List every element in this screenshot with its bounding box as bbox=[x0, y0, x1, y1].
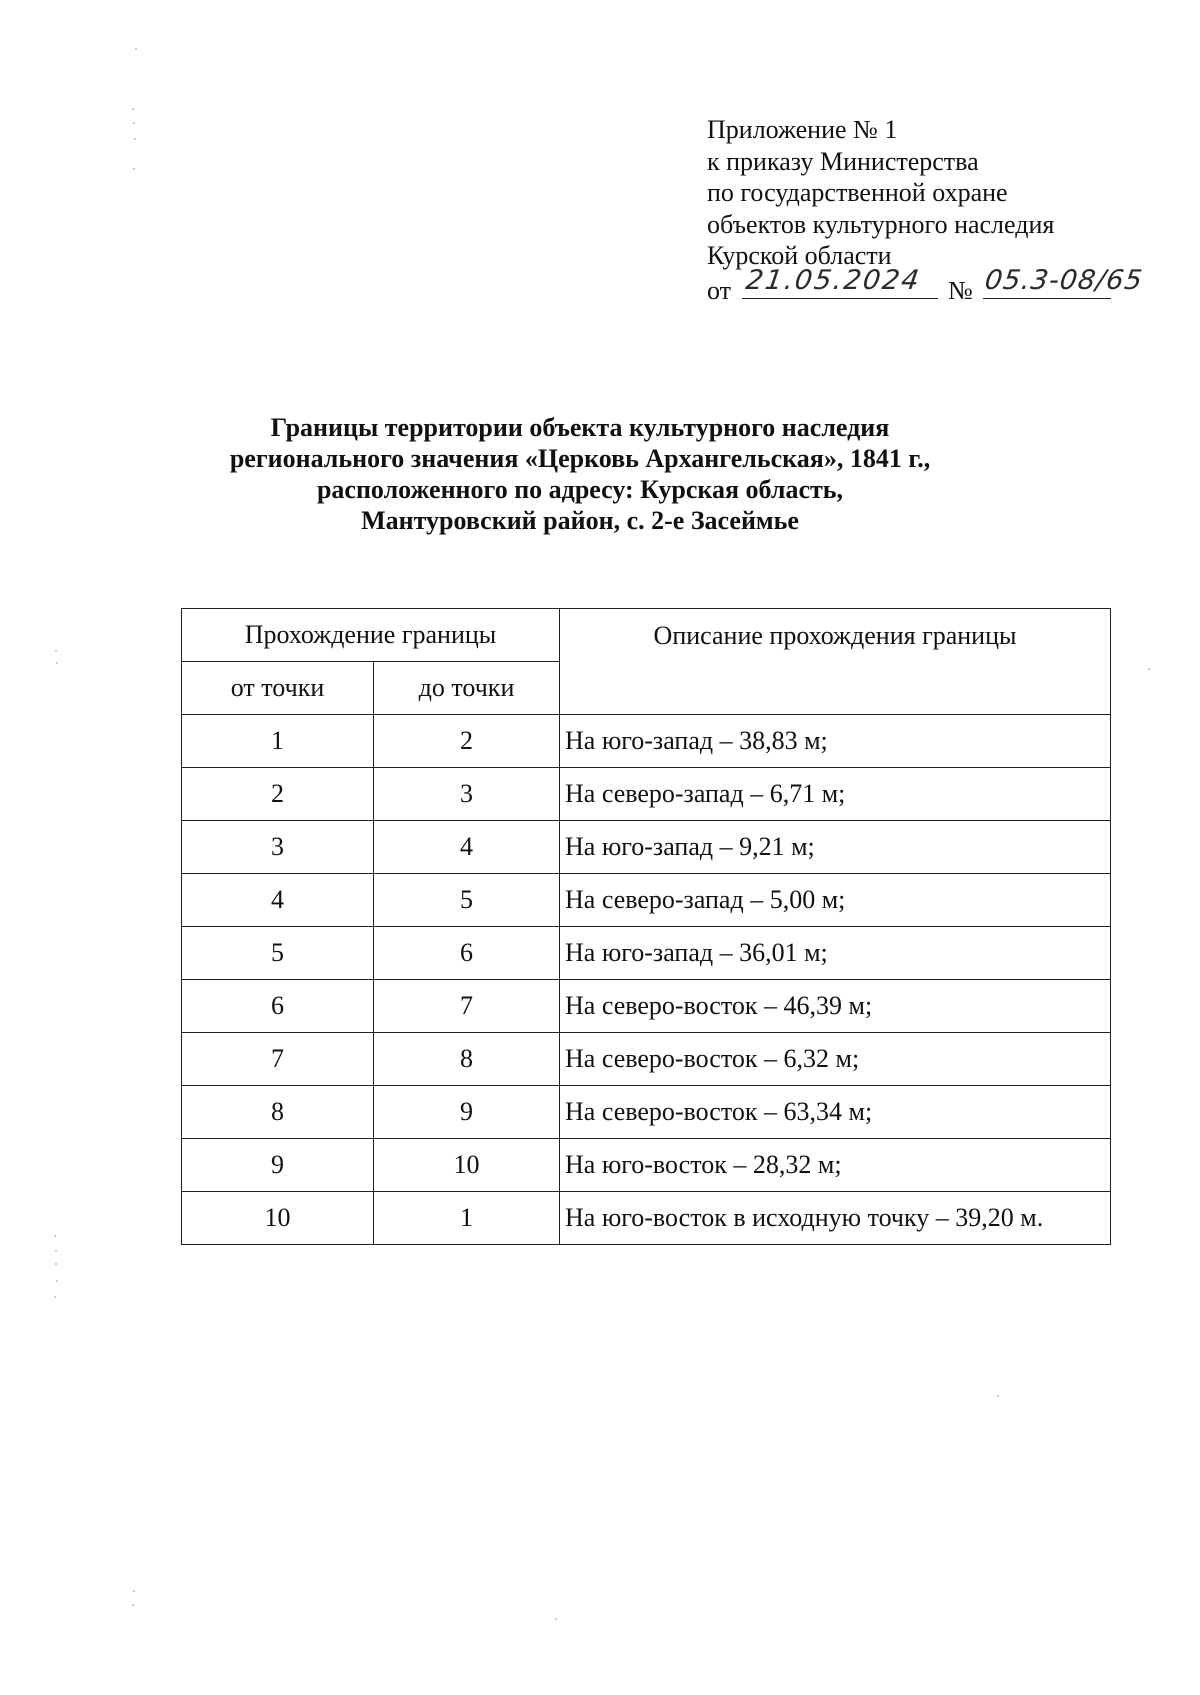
header-from-point: от точки bbox=[182, 662, 374, 715]
appendix-line: объектов культурного наследия bbox=[707, 209, 1055, 239]
to-point-cell: 10 bbox=[374, 1139, 560, 1192]
from-point-cell: 10 bbox=[182, 1192, 374, 1245]
description-cell: На северо-восток – 6,32 м; bbox=[560, 1033, 1111, 1086]
order-date-number-line bbox=[707, 265, 1146, 307]
table-row bbox=[182, 768, 1111, 821]
appendix-header bbox=[707, 114, 1146, 306]
scan-speck bbox=[56, 1280, 58, 1282]
scan-speck bbox=[134, 138, 136, 140]
scan-speck bbox=[997, 1395, 999, 1397]
from-point-cell: 4 bbox=[182, 874, 374, 927]
number-label: № bbox=[948, 275, 973, 305]
to-point-cell: 6 bbox=[374, 927, 560, 980]
scan-speck bbox=[133, 1590, 135, 1592]
to-point-cell: 2 bbox=[374, 715, 560, 768]
scan-speck bbox=[55, 1263, 57, 1265]
description-cell: На северо-запад – 6,71 м; bbox=[560, 768, 1111, 821]
appendix-line: Курской области bbox=[707, 241, 892, 270]
description-cell: На юго-запад – 38,83 м; bbox=[560, 715, 1111, 768]
from-point-cell: 8 bbox=[182, 1086, 374, 1139]
scan-speck bbox=[54, 1296, 56, 1298]
from-point-cell: 9 bbox=[182, 1139, 374, 1192]
from-point-cell: 6 bbox=[182, 980, 374, 1033]
header-boundary-passage: Прохождение границы bbox=[182, 609, 560, 662]
from-point-cell: 5 bbox=[182, 927, 374, 980]
to-point-cell: 5 bbox=[374, 874, 560, 927]
description-cell: На юго-запад – 9,21 м; bbox=[560, 821, 1111, 874]
description-cell: На юго-восток – 28,32 м; bbox=[560, 1139, 1111, 1192]
appendix-line: по государственной охране bbox=[707, 178, 1008, 207]
table-row bbox=[182, 1139, 1111, 1192]
to-point-cell: 1 bbox=[374, 1192, 560, 1245]
to-point-cell: 7 bbox=[374, 980, 560, 1033]
scan-speck bbox=[133, 122, 135, 124]
header-description: Описание прохождения границы bbox=[560, 609, 1111, 715]
from-point-cell: 7 bbox=[182, 1033, 374, 1086]
from-label: от bbox=[707, 275, 732, 305]
scan-speck bbox=[55, 1250, 57, 1252]
scan-speck bbox=[132, 1604, 134, 1606]
title-line: Мантуровский район, с. 2-е Засеймье bbox=[361, 506, 799, 535]
title-line: расположенного по адресу: Курская область, bbox=[316, 475, 844, 504]
appendix-line: к приказу Министерства bbox=[707, 146, 979, 176]
title-line: Границы территории объекта культурного наследия bbox=[270, 413, 890, 442]
description-cell: На северо-запад – 5,00 м; bbox=[560, 874, 1111, 927]
scan-speck bbox=[135, 48, 137, 50]
table-row bbox=[182, 927, 1111, 980]
scan-speck bbox=[54, 1235, 56, 1237]
scan-speck bbox=[132, 108, 134, 110]
from-point-cell: 2 bbox=[182, 768, 374, 821]
to-point-cell: 3 bbox=[374, 768, 560, 821]
header-to-point: до точки bbox=[374, 662, 560, 715]
description-cell: На северо-восток – 63,34 м; bbox=[560, 1086, 1111, 1139]
document-title bbox=[160, 412, 1000, 536]
scan-speck bbox=[555, 1618, 557, 1620]
to-point-cell: 9 bbox=[374, 1086, 560, 1139]
order-date-field bbox=[742, 265, 938, 299]
title-line: регионального значения «Церковь Архангельская», 1841 г., bbox=[229, 444, 931, 473]
table-row bbox=[182, 1192, 1111, 1245]
from-point-cell: 3 bbox=[182, 821, 374, 874]
order-date-handwritten: 21.05.2024 bbox=[743, 265, 923, 296]
table-row bbox=[182, 1033, 1111, 1086]
table-row bbox=[182, 1086, 1111, 1139]
to-point-cell: 4 bbox=[374, 821, 560, 874]
description-cell: На юго-восток в исходную точку – 39,20 м. bbox=[560, 1192, 1111, 1245]
to-point-cell: 8 bbox=[374, 1033, 560, 1086]
scan-speck bbox=[133, 168, 135, 170]
table-row bbox=[182, 715, 1111, 768]
from-point-cell: 1 bbox=[182, 715, 374, 768]
order-number-handwritten: 05.3-08/65 bbox=[983, 265, 1146, 296]
boundary-table bbox=[181, 608, 1111, 1245]
appendix-line: Приложение № 1 bbox=[707, 115, 898, 144]
description-cell: На северо-восток – 46,39 м; bbox=[560, 980, 1111, 1033]
order-number-field bbox=[983, 265, 1146, 299]
table-row bbox=[182, 874, 1111, 927]
description-cell: На юго-запад – 36,01 м; bbox=[560, 927, 1111, 980]
scan-speck bbox=[1148, 668, 1150, 670]
table-row bbox=[182, 821, 1111, 874]
scan-speck bbox=[56, 662, 58, 664]
table-row bbox=[182, 980, 1111, 1033]
scan-speck bbox=[55, 650, 57, 652]
